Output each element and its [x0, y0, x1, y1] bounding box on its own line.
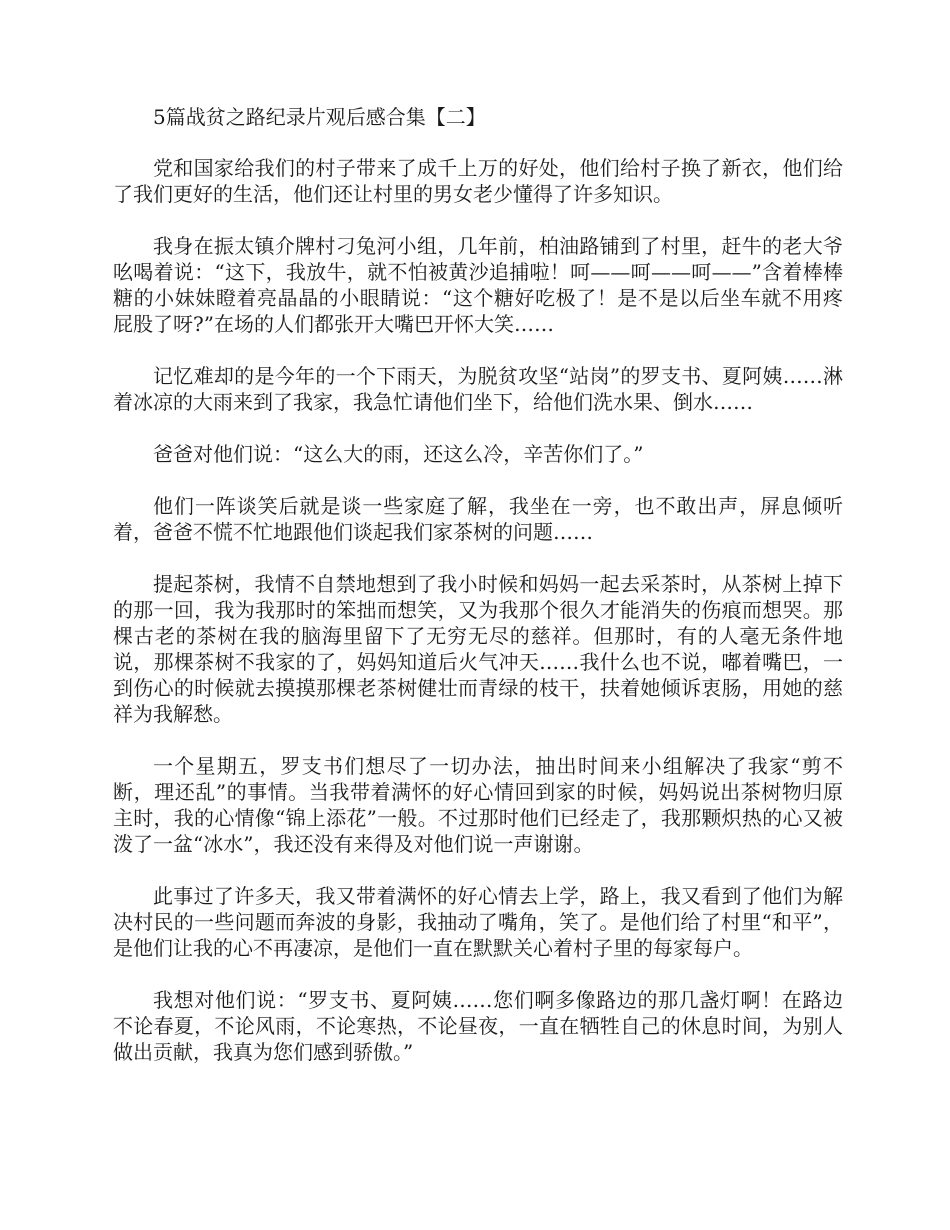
- paragraph-1: 党和国家给我们的村子带来了成千上万的好处，他们给村子换了新衣，他们给了我们更好的生活，他们还让村里的男女老少懂得了许多知识。: [113, 156, 843, 206]
- paragraph-5: 他们一阵谈笑后就是谈一些家庭了解，我坐在一旁，也不敢出声，屏息倾听着，爸爸不慌不忙地跟他们谈起我们家茶树的问题……: [113, 494, 843, 544]
- paragraph-2: 我身在振太镇介牌村刁兔河小组，几年前，柏油路铺到了村里，赶牛的老大爷吆喝着说：“这下，我放牛，就不怕被黄沙追捕啦！呵——呵——呵——”含着棒棒糖的小妹妹瞪着亮晶晶的小眼睛说：“这个糖好吃极了！是不是以后坐车就不用疼屁股了呀?”在场的人们都张开大嘴巴开怀大笑……: [113, 234, 843, 336]
- paragraph-3: 记忆难却的是今年的一个下雨天，为脱贫攻坚“站岗”的罗支书、夏阿姨……淋着冰凉的大雨来到了我家，我急忙请他们坐下，给他们洗水果、倒水……: [113, 364, 843, 414]
- paragraph-6: 提起茶树，我情不自禁地想到了我小时候和妈妈一起去采茶时，从茶树上掉下的那一回，我为我那时的笨拙而想笑，又为我那个很久才能消失的伤痕而想哭。那棵古老的茶树在我的脑海里留下了无穷无尽的慈祥。但那时，有的人毫无条件地说，那棵茶树不我家的了，妈妈知道后火气冲天……我什么也不说，嘟着嘴巴，一到伤心的时候就去摸摸那棵老茶树健壮而青绿的枝干，扶着她倾诉衷肠，用她的慈祥为我解愁。: [113, 572, 843, 726]
- paragraph-9: 我想对他们说：“罗支书、夏阿姨……您们啊多像路边的那几盏灯啊！在路边不论春夏，不论风雨，不论寒热，不论昼夜，一直在牺牲自己的休息时间，为别人做出贡献，我真为您们感到骄傲。”: [113, 988, 843, 1064]
- document-title: 5篇战贫之路纪录片观后感合集【二】: [153, 105, 486, 129]
- document-body: [113, 104, 843, 1091]
- paragraph-4: 爸爸对他们说：“这么大的雨，还这么冷，辛苦你们了。”: [153, 442, 644, 466]
- paragraph-7: 一个星期五，罗支书们想尽了一切办法，抽出时间来小组解决了我家“剪不断，理还乱”的事情。当我带着满怀的好心情回到家的时候，妈妈说出茶树物归原主时，我的心情像“锦上添花”一般。不过那时他们已经走了，我那颗炽热的心又被泼了一盆“冰水”，我还没有来得及对他们说一声谢谢。: [113, 754, 843, 856]
- paragraph-8: 此事过了许多天，我又带着满怀的好心情去上学，路上，我又看到了他们为解决村民的一些问题而奔波的身影，我抽动了嘴角，笑了。是他们给了村里“和平”，是他们让我的心不再凄凉，是他们一直在默默关心着村子里的每家每户。: [113, 884, 843, 960]
